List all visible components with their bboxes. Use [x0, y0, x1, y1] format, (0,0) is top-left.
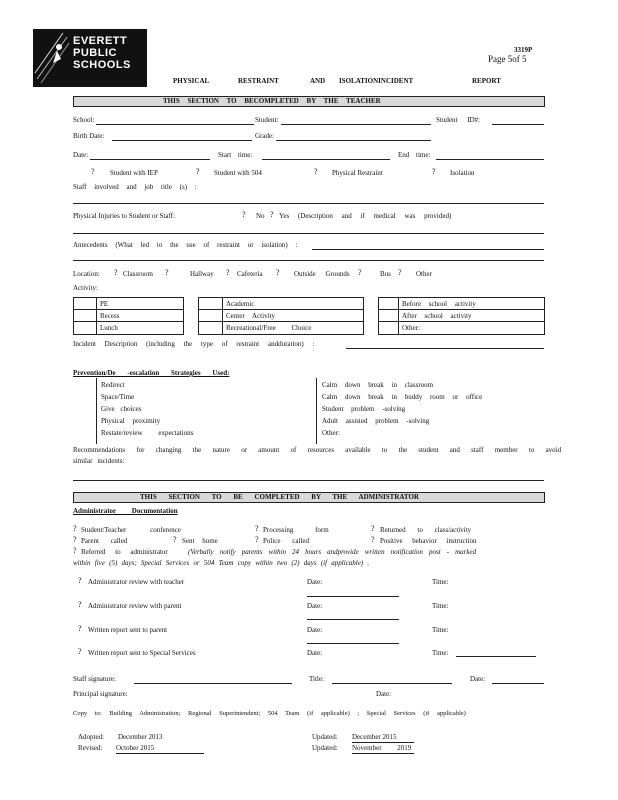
- review-date-label: Date:: [307, 578, 323, 586]
- admin-check-label: Police called: [263, 537, 309, 545]
- antecedents-label: Antecedents (What led to the use of restraint or isolation) :: [73, 241, 298, 249]
- revised-label: Revised:: [78, 744, 103, 752]
- signature-date-label: Date:: [470, 675, 486, 683]
- divider: [96, 297, 97, 335]
- review-time-label: Time:: [432, 578, 449, 586]
- policy-number: 3319P: [514, 46, 533, 54]
- checkbox-icon[interactable]: ?: [242, 210, 246, 219]
- location-option: Bus: [380, 270, 391, 278]
- activity-box-1: [73, 297, 184, 335]
- check-label: Student with 504: [214, 169, 262, 177]
- checkbox-icon[interactable]: ?: [371, 535, 375, 544]
- divider: [198, 321, 364, 322]
- review-time-label: Time:: [432, 649, 449, 657]
- checkbox-icon[interactable]: ?: [78, 600, 82, 609]
- checkbox-icon[interactable]: ?: [255, 524, 259, 533]
- review-date-label: Date:: [307, 626, 323, 634]
- location-option: Other: [416, 270, 432, 278]
- checkbox-icon[interactable]: ?: [314, 167, 318, 176]
- signature-date-field[interactable]: [492, 683, 544, 684]
- recommendations-label: Recommendations for changing the nature or amount of resources available to the student and staff member to avoid: [73, 446, 562, 454]
- check-label: Physical Restraint: [332, 169, 383, 177]
- updated-underline: [352, 753, 414, 754]
- review-date-field[interactable]: [307, 619, 399, 620]
- review-label: Written report sent to Special Services: [88, 649, 196, 657]
- staff-signature-label: Staff signature:: [73, 675, 116, 683]
- admin-check-label: Positive behavior instruction: [380, 537, 477, 545]
- staff-signature-field[interactable]: [134, 683, 292, 684]
- birth-date-field[interactable]: [112, 140, 252, 141]
- checkbox-icon[interactable]: ?: [226, 268, 230, 277]
- activity-option[interactable]: Center Activity: [226, 312, 275, 320]
- title-word: AND: [310, 77, 326, 85]
- checkbox-icon[interactable]: ?: [78, 576, 82, 585]
- school-field[interactable]: [96, 124, 254, 125]
- start-time-label: Start time:: [218, 151, 253, 159]
- strategy-option[interactable]: Calm down break in buddy room or office: [322, 393, 483, 401]
- title-word: REPORT: [472, 77, 501, 85]
- admin-check-label: Parent called: [81, 537, 128, 545]
- checkbox-icon[interactable]: ?: [371, 524, 375, 533]
- strategy-option[interactable]: Restate/review expectations: [101, 429, 194, 437]
- divider: [73, 309, 184, 310]
- updated-label: Updated:: [312, 733, 338, 741]
- district-logo: [33, 29, 147, 87]
- activity-label: Activity:: [73, 284, 98, 292]
- title-label: Title:: [309, 675, 324, 683]
- revised-underline: [116, 753, 204, 754]
- page-number: Page 5of 5: [488, 54, 527, 64]
- end-time-label: End time:: [398, 151, 431, 159]
- checkbox-icon[interactable]: ?: [270, 210, 274, 219]
- strategy-option[interactable]: Calm down break in classroom: [322, 381, 434, 389]
- logo-swoosh-icon: [33, 29, 73, 87]
- admin-check-label: Processing form: [263, 526, 329, 534]
- review-time-label: Time:: [432, 602, 449, 610]
- check-label: Student with IEP: [110, 169, 158, 177]
- student-id-field[interactable]: [492, 124, 544, 125]
- staff-involved-field[interactable]: [73, 203, 544, 204]
- check-label: Isolation: [450, 169, 475, 177]
- checkbox-icon[interactable]: ?: [255, 535, 259, 544]
- student-field[interactable]: [281, 124, 431, 125]
- review-time-label: Time:: [432, 626, 449, 634]
- updated-date: November 2019: [352, 744, 412, 752]
- principal-signature-label: Principal signature:: [73, 690, 128, 698]
- checkbox-icon[interactable]: ?: [276, 268, 280, 277]
- divider: [316, 378, 317, 444]
- title-word: PHYSICAL: [173, 77, 210, 85]
- checkbox-icon[interactable]: ?: [165, 268, 169, 277]
- strategy-option[interactable]: Other:: [322, 429, 340, 437]
- checkbox-icon[interactable]: ?: [432, 167, 436, 176]
- strategy-option[interactable]: Give choices: [101, 405, 142, 413]
- strategy-option[interactable]: Physical proximity: [101, 417, 161, 425]
- updated-underline: [352, 742, 414, 743]
- strategy-option[interactable]: Adult assisted problem -solving: [322, 417, 430, 425]
- strategy-option[interactable]: Space/Time: [101, 393, 135, 401]
- location-option: Hallway: [190, 270, 214, 278]
- student-id-label: Student ID#:: [436, 116, 480, 124]
- activity-option[interactable]: Lunch: [100, 324, 118, 332]
- updated-label: Updated:: [312, 744, 338, 752]
- divider: [198, 309, 364, 310]
- recommendations-label-2: similar incidents:: [73, 457, 125, 465]
- referred-label: Referred to administrator: [81, 548, 168, 556]
- admin-check-label: Student/Teacher conference: [81, 526, 181, 534]
- checkbox-icon[interactable]: ?: [358, 268, 362, 277]
- student-label: Student:: [255, 116, 279, 124]
- referred-note: (Verbally notify parents within 24 hours andprovide written notification post - marked: [188, 548, 477, 556]
- checkbox-icon[interactable]: ?: [196, 167, 200, 176]
- divider: [398, 297, 399, 335]
- date-label: Date:: [73, 151, 89, 159]
- school-label: School:: [73, 116, 95, 124]
- antecedents-field[interactable]: [312, 249, 544, 250]
- admin-check-label: Sent home: [182, 537, 218, 545]
- grade-label: Grade:: [255, 132, 275, 140]
- injuries-field[interactable]: [73, 233, 544, 234]
- admin-section-title: THIS SECTION TO BE COMPLETED BY THE ADMINISTRATOR: [140, 493, 419, 501]
- copy-to: Copy to: Building Administration; Regional Superintendent; 504 Team (if applicable) ; Special Services (if applicable): [73, 710, 466, 717]
- updated-date: December 2015: [352, 733, 397, 741]
- logo-text: EVERETT PUBLIC SCHOOLS: [73, 35, 131, 71]
- admin-subheading: Administrator Documentation: [73, 507, 178, 515]
- teacher-section-title: THIS SECTION TO BECOMPLETED BY THE TEACHER: [163, 97, 381, 105]
- review-label: Written report sent to parent: [88, 626, 168, 634]
- adopted-label: Adopted:: [78, 733, 105, 741]
- title-word: ISOLATIONINCIDENT: [339, 77, 414, 85]
- incident-label: Incident Description (including the type of restraint andduration) :: [73, 340, 315, 348]
- review-time-field[interactable]: [456, 656, 536, 657]
- review-date-field[interactable]: [307, 596, 399, 597]
- no-label: No: [256, 212, 265, 220]
- divider: [222, 297, 223, 335]
- end-time-field[interactable]: [436, 159, 544, 160]
- strategy-option[interactable]: Redirect: [101, 381, 125, 389]
- incident-field[interactable]: [346, 348, 544, 349]
- divider: [73, 321, 184, 322]
- title-field[interactable]: [332, 683, 452, 684]
- antecedents-field-2[interactable]: [73, 260, 544, 261]
- checkbox-icon[interactable]: ?: [398, 268, 402, 277]
- checkbox-icon[interactable]: ?: [78, 624, 82, 633]
- title-word: RESTRAINT: [238, 77, 279, 85]
- checkbox-icon[interactable]: ?: [73, 546, 77, 555]
- activity-option[interactable]: Academic: [226, 300, 255, 308]
- checkbox-icon[interactable]: ?: [73, 524, 77, 533]
- review-date-label: Date:: [307, 649, 323, 657]
- injuries-label: Physical Injuries to Student or Staff:: [73, 212, 175, 220]
- checkbox-icon[interactable]: ?: [173, 535, 177, 544]
- activity-option[interactable]: After school activity: [402, 312, 472, 320]
- activity-option[interactable]: Other:: [402, 324, 420, 332]
- activity-option[interactable]: Recreational/Free Choice: [226, 324, 312, 332]
- strategy-option[interactable]: Student problem -solving: [322, 405, 406, 413]
- start-time-field[interactable]: [262, 159, 390, 160]
- admin-check-label: Returned to class/activity: [380, 526, 472, 534]
- adopted-date: December 2013: [118, 733, 163, 741]
- revised-date: October 2015: [116, 744, 155, 752]
- principal-date-label: Date:: [376, 690, 392, 698]
- activity-option[interactable]: Before school activity: [402, 300, 476, 308]
- review-date-label: Date:: [307, 602, 323, 610]
- review-label: Administrator review with teacher: [88, 578, 185, 586]
- review-date-field[interactable]: [307, 643, 399, 644]
- staff-involved-label: Staff involved and job title (s) :: [73, 183, 197, 191]
- location-option: Cafeteria: [237, 270, 263, 278]
- recommendations-field[interactable]: [73, 480, 544, 481]
- referred-note-2: within five (5) days; Special Services or 504 Team copy within two (2) days (if applicable) .: [73, 559, 370, 567]
- yes-label: Yes (Description and if medical was provided): [279, 212, 452, 220]
- divider: [378, 309, 545, 310]
- checkbox-icon[interactable]: ?: [73, 535, 77, 544]
- divider: [378, 321, 545, 322]
- location-option: Outside Grounds: [294, 270, 350, 278]
- divider: [96, 378, 98, 444]
- prevention-heading: Prevention/De -escalation Strategies Used:: [73, 369, 230, 377]
- activity-option[interactable]: Recess: [100, 312, 120, 320]
- checkbox-icon[interactable]: ?: [91, 167, 95, 176]
- review-label: Administrator review with parent: [88, 602, 182, 610]
- activity-option[interactable]: PE: [100, 300, 109, 308]
- location-option: Classroom: [123, 270, 153, 278]
- checkbox-icon[interactable]: ?: [78, 647, 82, 656]
- date-field[interactable]: [90, 159, 210, 160]
- grade-field[interactable]: [276, 140, 431, 141]
- checkbox-icon[interactable]: ?: [114, 268, 118, 277]
- birth-date-label: Birth Date:: [73, 132, 105, 140]
- location-label: Location:: [73, 270, 100, 278]
